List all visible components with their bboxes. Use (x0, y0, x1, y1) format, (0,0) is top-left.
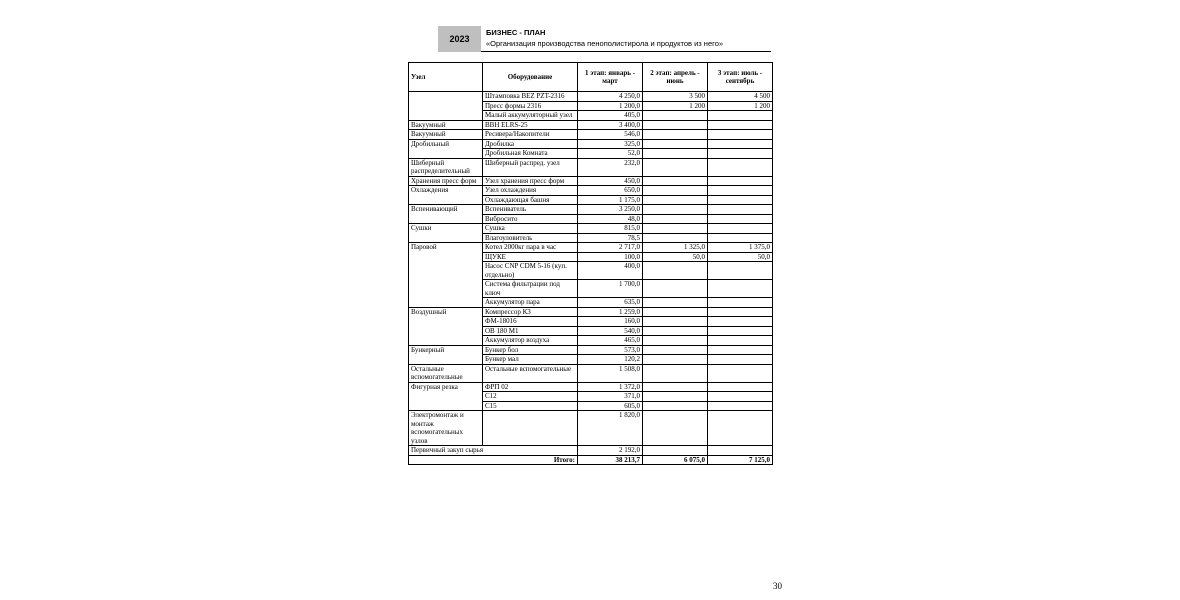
stage-1-cost-cell: 2 192,0 (578, 446, 643, 456)
stage-3-cost-cell (708, 355, 773, 365)
equipment-cell: Компрессор К3 (483, 307, 578, 317)
equipment-cell: Аккумулятор воздуха (483, 336, 578, 346)
stage-1-cost-cell: 1 700,0 (578, 280, 643, 298)
stage-2-cost-cell (643, 158, 708, 176)
stage-2-cost-cell: 3 500 (643, 92, 708, 102)
stage-1-cost-cell: 650,0 (578, 186, 643, 196)
stage-3-cost-cell (708, 382, 773, 392)
stage-1-cost-cell: 1 175,0 (578, 195, 643, 205)
unit-cell: Вакуумный (409, 120, 483, 130)
stage-3-cost-cell (708, 139, 773, 149)
header-row (409, 63, 773, 92)
stage-2-cost-cell (643, 214, 708, 224)
equipment-cell: Аккумулятор пара (483, 298, 578, 308)
equipment-cell: С15 (483, 401, 578, 411)
table-body (409, 92, 773, 465)
equipment-cell: Шиберный распред. узел (483, 158, 578, 176)
stage-2-cost-cell (643, 149, 708, 159)
total-row (409, 455, 773, 465)
unit-cell: Воздушный (409, 307, 483, 345)
stage-2-cost-cell (643, 205, 708, 215)
equipment-cell: Узел охлаждения (483, 186, 578, 196)
stage-1-cost-cell: 450,0 (578, 176, 643, 186)
equipment-cell: Ресивера/Накопители (483, 130, 578, 140)
stage-3-cost-cell (708, 364, 773, 382)
stage-2-cost-cell: 50,0 (643, 252, 708, 262)
unit-cell: Дробильный (409, 139, 483, 158)
stage-1-cost-cell: 1 820,0 (578, 411, 643, 446)
equipment-cell: Котел 2000кг пара в час (483, 243, 578, 253)
table-row (409, 364, 773, 382)
stage-1-cost-cell: 605,0 (578, 401, 643, 411)
stage-3-cost-cell: 4 500 (708, 92, 773, 102)
stage-1-cost-cell: 540,0 (578, 326, 643, 336)
stage-3-cost-cell (708, 149, 773, 159)
stage-1-cost-cell: 78,5 (578, 233, 643, 243)
column-header-stage-1: 1 этап: январь - март (578, 63, 643, 92)
unit-cell: Бункерный (409, 345, 483, 364)
stage-2-cost-cell (643, 224, 708, 234)
equipment-cell: ФРП 02 (483, 382, 578, 392)
stage-3-cost-cell (708, 195, 773, 205)
stage-1-cost-cell: 573,0 (578, 345, 643, 355)
stage-1-cost-cell: 160,0 (578, 317, 643, 327)
stage-1-cost-cell: 3 250,0 (578, 205, 643, 215)
stage-3-cost-cell (708, 392, 773, 402)
stage-3-cost-cell (708, 262, 773, 280)
stage-3-cost-cell (708, 233, 773, 243)
stage-2-cost-cell (643, 233, 708, 243)
table-row (409, 345, 773, 355)
stage-2-cost-cell (643, 326, 708, 336)
stage-1-cost-cell: 4 250,0 (578, 92, 643, 102)
stage-2-cost-cell (643, 186, 708, 196)
stage-1-cost-cell: 405,0 (578, 111, 643, 121)
stage-2-cost-cell (643, 401, 708, 411)
stage-1-cost-cell: 635,0 (578, 298, 643, 308)
table-row (409, 243, 773, 253)
stage-2-cost-cell (643, 130, 708, 140)
unit-cell: Паровой (409, 243, 483, 308)
stage-2-cost-cell (643, 298, 708, 308)
stage-3-cost-cell (708, 111, 773, 121)
stage-2-cost-cell: 1 325,0 (643, 243, 708, 253)
stage-2-cost-cell (643, 111, 708, 121)
header-divider (481, 51, 771, 52)
table-row (409, 205, 773, 215)
stage-3-cost-cell: 50,0 (708, 252, 773, 262)
equipment-cell: Штамповка BEZ PZT-2316 (483, 92, 578, 102)
stage-2-cost-cell (643, 446, 708, 456)
table-row (409, 176, 773, 186)
stage-2-cost-cell (643, 307, 708, 317)
stage-2-cost-cell (643, 195, 708, 205)
unit-cell: Хранения пресс форм (409, 176, 483, 186)
total-label-cell: Итого: (409, 455, 578, 465)
equipment-cell: ФМ-18016 (483, 317, 578, 327)
stage-1-cost-cell: 52,0 (578, 149, 643, 159)
stage-2-cost-cell (643, 392, 708, 402)
table-row (409, 139, 773, 149)
table-row (409, 158, 773, 176)
column-header-stage-3: 3 этап: июль - сентябрь (708, 63, 773, 92)
equipment-cell: Насос CNP CDM 5-16 (куп. отдельно) (483, 262, 578, 280)
stage-2-cost-cell (643, 345, 708, 355)
stage-1-cost-cell: 815,0 (578, 224, 643, 234)
table-row (409, 307, 773, 317)
equipment-cell: Вибросито (483, 214, 578, 224)
stage-1-cost-cell: 1 259,0 (578, 307, 643, 317)
stage-1-cost-cell: 2 717,0 (578, 243, 643, 253)
unit-cell: Фигурная резка (409, 382, 483, 411)
stage-2-cost-cell (643, 411, 708, 446)
stage-1-cost-cell: 120,2 (578, 355, 643, 365)
stage-3-cost-cell (708, 130, 773, 140)
stage-1-cost-cell: 1 508,0 (578, 364, 643, 382)
equipment-cell: Дробилка (483, 139, 578, 149)
equipment-cell: Сушка (483, 224, 578, 234)
document-title: БИЗНЕС - ПЛАН (486, 28, 546, 37)
stage-3-cost-cell (708, 186, 773, 196)
unit-cell (409, 92, 483, 121)
stage-1-cost-cell: 232,0 (578, 158, 643, 176)
stage-2-cost-cell (643, 382, 708, 392)
table-row (409, 120, 773, 130)
stage-2-cost-cell (643, 336, 708, 346)
stage-2-cost-cell (643, 139, 708, 149)
stage-3-cost-cell (708, 411, 773, 446)
equipment-cell: Пресс формы 2316 (483, 101, 578, 111)
equipment-cell: Остальные вспомогательные (483, 364, 578, 382)
stage-3-cost-cell (708, 401, 773, 411)
equipment-cell: Бункер бол (483, 345, 578, 355)
equipment-cell: Дробильная Комната (483, 149, 578, 159)
stage-3-cost-cell (708, 280, 773, 298)
stage-2-cost-cell (643, 364, 708, 382)
stage-3-cost-cell (708, 176, 773, 186)
stage-3-cost-cell (708, 298, 773, 308)
table-row (409, 411, 773, 446)
column-header-stage-2: 2 этап: апрель - июнь (643, 63, 708, 92)
stage-2-cost-cell (643, 120, 708, 130)
unit-cell: Вакуумный (409, 130, 483, 140)
stage-2-cost-cell (643, 280, 708, 298)
equipment-cell: ВВН ELRS-25 (483, 120, 578, 130)
stage-1-cost-cell: 100,0 (578, 252, 643, 262)
unit-cell: Шиберный распределительный (409, 158, 483, 176)
document-subtitle: «Организация производства пенополистирола и продуктов из него» (486, 39, 724, 48)
page-number: 30 (773, 581, 782, 591)
equipment-cell: ОВ 180 М1 (483, 326, 578, 336)
purchase-row (409, 446, 773, 456)
table-row (409, 130, 773, 140)
unit-cell: Остальные вспомогательные (409, 364, 483, 382)
stage-3-cost-cell (708, 446, 773, 456)
document-header (438, 26, 771, 52)
table-row (409, 92, 773, 102)
stage-1-cost-cell: 465,0 (578, 336, 643, 346)
stage-1-cost-cell: 325,0 (578, 139, 643, 149)
stage-3-cost-cell (708, 205, 773, 215)
stage-3-cost-cell (708, 336, 773, 346)
year-badge: 2023 (438, 26, 481, 52)
stage-1-cost-cell: 546,0 (578, 130, 643, 140)
stage-3-cost-cell (708, 120, 773, 130)
table-header (409, 63, 773, 92)
stage-3-cost-cell: 1 200 (708, 101, 773, 111)
stage-3-cost-cell (708, 317, 773, 327)
stage-2-cost-cell: 1 200 (643, 101, 708, 111)
stage-2-cost-cell (643, 262, 708, 280)
stage-3-cost-cell: 1 375,0 (708, 243, 773, 253)
stage-3-cost-cell (708, 214, 773, 224)
equipment-cell: ЩУКЕ (483, 252, 578, 262)
column-header-equipment: Оборудование (483, 63, 578, 92)
purchase-label-cell: Первичный закуп сырья (409, 446, 578, 456)
stage-1-cost-cell: 3 400,0 (578, 120, 643, 130)
stage-1-cost-cell: 371,0 (578, 392, 643, 402)
equipment-cell: С12 (483, 392, 578, 402)
equipment-cell: Вспениватель (483, 205, 578, 215)
stage-3-total-cell: 7 125,0 (708, 455, 773, 465)
unit-cell: Сушки (409, 224, 483, 243)
header-title-block (486, 28, 723, 49)
table-row (409, 186, 773, 196)
equipment-cell: Малый аккумуляторный узел (483, 111, 578, 121)
equipment-cell: Узел хранения пресс форм (483, 176, 578, 186)
table-row (409, 382, 773, 392)
unit-cell: Электромонтаж и монтаж вспомогательных узлов (409, 411, 483, 446)
stage-1-cost-cell: 48,0 (578, 214, 643, 224)
stage-3-cost-cell (708, 224, 773, 234)
equipment-cell: Бункер мал (483, 355, 578, 365)
stage-2-cost-cell (643, 355, 708, 365)
stage-3-cost-cell (708, 307, 773, 317)
stage-3-cost-cell (708, 326, 773, 336)
stage-3-cost-cell (708, 158, 773, 176)
stage-2-cost-cell (643, 317, 708, 327)
equipment-cell: Охлаждающая башня (483, 195, 578, 205)
table-row (409, 224, 773, 234)
equipment-cost-table (408, 62, 773, 465)
stage-2-total-cell: 6 075,0 (643, 455, 708, 465)
unit-cell: Вспенивающий (409, 205, 483, 224)
equipment-cell: Система фильтрации под ключ (483, 280, 578, 298)
equipment-cell: Влагоуловитель (483, 233, 578, 243)
stage-1-total-cell: 38 213,7 (578, 455, 643, 465)
stage-2-cost-cell (643, 176, 708, 186)
stage-1-cost-cell: 1 372,0 (578, 382, 643, 392)
equipment-cell (483, 411, 578, 446)
stage-1-cost-cell: 400,0 (578, 262, 643, 280)
column-header-unit: Узел (409, 63, 483, 92)
stage-3-cost-cell (708, 345, 773, 355)
stage-1-cost-cell: 1 200,0 (578, 101, 643, 111)
unit-cell: Охлаждения (409, 186, 483, 205)
